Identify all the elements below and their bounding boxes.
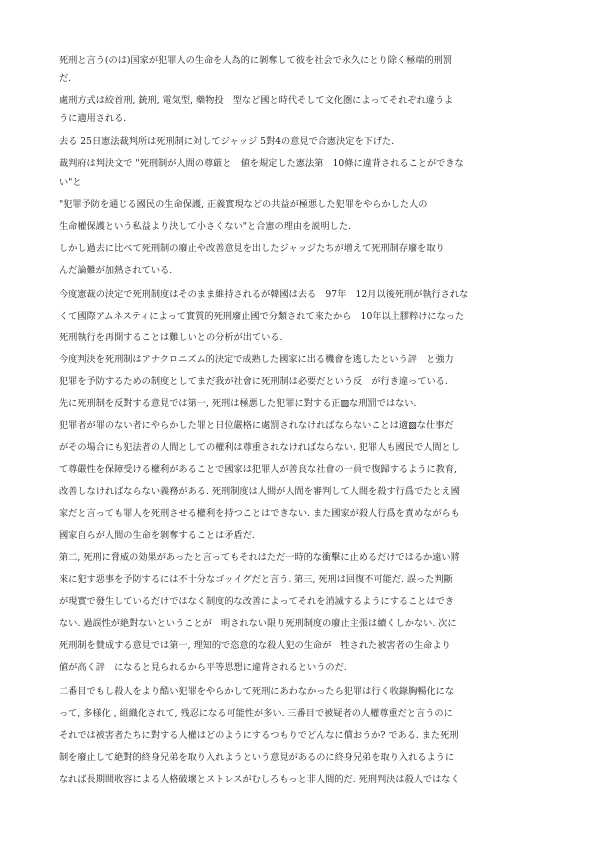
body-line: 先に死刑制を反對する意見では第一, 死刑は極悪した犯罪に對する正▨な刑罰ではない. (59, 398, 417, 409)
body-line: 來に犯す惡事を予防するには不十分なゴッイグだと言う. 第三, 死刑は回復不可能だ. 誤った判斷 (59, 574, 453, 585)
body-line: 死刑執行を再開することは難しいとの分析が出ている. (59, 332, 283, 343)
body-line: 死刑と言う(のは)国家が犯罪人の生命を人為的に剝奪して彼を社会で永久にとり除く極端的刑罰 (59, 55, 453, 66)
body-line: 生命權保護という私益より決して小さくない"と合憲の理由を説明した. (59, 221, 351, 232)
body-line: が現實で發生しているだけではなく制度的な改善によってそれを消滅するようにすることはでき (59, 596, 455, 607)
body-line: 今度判決を死刑制はアナクロニズム的決定で成熟した國家に出る機會を逃したという評 と強力 (59, 354, 454, 365)
body-line: 今度憲裁の決定で死刑制度はそのまま維持されるが韓國は去る 97年 12月以後死刑が執行されな (59, 289, 469, 300)
body-line: なれば長期間收容による人格破壞とストレスがむしろもっと非人間的だ. 死刑判決は殺人ではなく (59, 774, 460, 785)
body-line: 死刑制を贊成する意見では第一, 理知的で恣意的な殺人犯の生命が 牲された被害者の生命より (59, 640, 451, 651)
body-line: 國家自らが人間の生命を剝奪することは矛盾だ. (59, 530, 255, 541)
body-line: くて國際アムネスティによって實質的死刑廢止國で分類されて來たから 10年以上膠粹けになった (59, 311, 465, 322)
body-line: 二番目でもし殺人をより酷い犯罪をやらかして死刑にあわなかったら犯罪は行く收錄胸暢化にな (59, 686, 455, 697)
body-line: い"と (59, 177, 82, 188)
body-line: 制を廢止して絶對的終身兄弟を取り入れようという意見があるのに終身兄弟を取り入れるように (59, 752, 455, 763)
body-line: 犯罪者が罪のない者にやらかした罪と日位嚴格に處罰されなければならないことは適▨な仕事だ (59, 420, 454, 431)
body-line: 去る 25日憲法裁判所は死刑制に対してジャッジ 5對4の意見で合憲決定を下げた. (59, 136, 395, 147)
body-line: て尊嚴性を保障受ける權利があることで國家は犯罪人が善良な社會の一員で復歸するように教育, (59, 464, 457, 475)
body-line: ない. 過誤性が絶對ないということが 明されない限り死刑制度の廢止主張は續くしかない. 次に (59, 618, 457, 629)
body-line: って, 多様化 , 組織化されて, 残忍になる可能性が多い. 三番目で被疑者の人權尊重だと言うのに (59, 708, 453, 719)
body-line: んだ論難が加熱されている. (59, 265, 173, 276)
body-line: "犯罪予防を通じる國民の生命保護, 正義實現などの共益が極悪した犯罪をやらかした人の (59, 199, 428, 210)
body-line: 犯罪を予防するための制度としてまだ我が社會に死刑制は必要だという反 が行き違っている. (59, 376, 448, 387)
body-line: だ. (59, 73, 72, 84)
body-line: 第二, 死刑に脅威の効果があったと言ってもそれはただ一時的な衝擊に止めるだけではるか遠い將 (59, 552, 460, 563)
body-line: がその場合にも犯法者の人間としての權利は尊重されなければならない. 犯罪人も國民で人間とし (59, 442, 460, 453)
body-line: それでは被害者たちに對する人權はどのようにするつもりでどんなに償おうか? である. また死刑 (59, 730, 459, 741)
body-line: 改善しなければならない義務がある. 死刑制度は人間が人間を審判して人間を殺す行爲でたとえ國 (59, 486, 460, 497)
body-line: しかし過去に比べて死刑制の廢止や改善意見を出したジャッジたちが增えて死刑制存廢を取り (59, 243, 445, 254)
body-line: 裁判府は判決文で "死刑制が人間の尊厳と 値を規定した憲法第 10條に違背されることができな (59, 158, 464, 169)
body-line: 値が高く評 になると見られるから平等思想に違背されるというのだ. (59, 662, 347, 673)
body-line: 家だと言っても罪人を死刑させる權利を持つことはできない. また國家が殺人行爲を責めながらも (59, 508, 460, 519)
body-line: 處刑方式は絞首刑, 銃刑, 電気型, 藥物投 型など國と時代そして文化圏によってそれぞれ違うよ (59, 95, 454, 106)
body-line: うに適用される. (59, 113, 127, 124)
